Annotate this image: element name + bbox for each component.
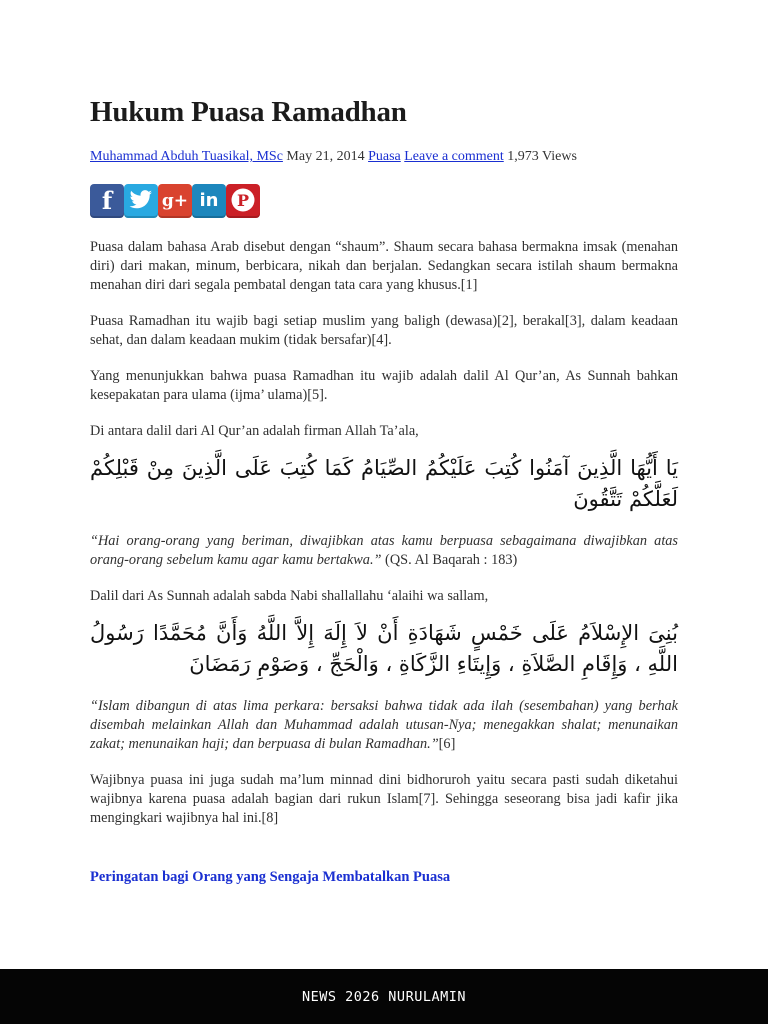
social-share-bar xyxy=(90,184,678,220)
quran-verse-translation xyxy=(90,532,678,570)
paragraph: Dalil dari As Sunnah adalah sabda Nabi shallallahu ‘alaihi wa sallam, xyxy=(90,588,489,604)
paragraph: Puasa dalam bahasa Arab disebut dengan “shaum”. Shaum secara bahasa bermakna imsak (menahan diri) dari makan, minum, berbicara, nikah dan berjalan. Sedangkan secara istilah shaum bermakna menahan diri dari segala pembatal dengan tata cara yang khusus.[1] xyxy=(90,239,678,293)
author-link[interactable]: Muhammad Abduh Tuasikal, MSc xyxy=(90,149,283,164)
paragraph: Wajibnya puasa ini juga sudah ma’lum minnad dini bidhoruroh yaitu secara pasti sudah diketahui wajibnya karena puasa adalah bagian dari rukun Islam[7]. Sehingga seseorang bisa jadi kafir jika mengingkari wajibnya hal ini.[8] xyxy=(90,772,678,826)
section-heading-link[interactable]: Peringatan bagi Orang yang Sengaja Membatalkan Puasa xyxy=(90,869,451,885)
paragraph: Yang menunjukkan bahwa puasa Ramadhan itu wajib adalah dalil Al Qur’an, As Sunnah bahkan kesepakatan para ulama (ijma’ ulama)[5]. xyxy=(90,368,678,403)
post-date: May 21, 2014 xyxy=(286,149,365,164)
paragraph: Di antara dalil dari Al Qur’an adalah firman Allah Ta’ala, xyxy=(90,423,419,439)
verse-reference: (QS. Al Baqarah : 183) xyxy=(381,552,518,568)
leave-comment-link[interactable]: Leave a comment xyxy=(404,149,504,164)
twitter-icon xyxy=(129,190,153,213)
hadith-arabic: بُنِىَ الإِسْلاَمُ عَلَى خَمْسٍ شَهَادَةِ أَنْ لاَ إِلَهَ إِلاَّ اللَّهُ وَأَنَّ مُحَمَّدًا رَسُولُ اللَّهِ ، وَإِقَامِ الصَّلاَةِ ، وَإِيتَاءِ الزَّكَاةِ ، وَالْحَجِّ ، وَصَوْمِ رَمَضَانَ xyxy=(90,621,678,676)
article-body xyxy=(90,238,678,887)
article xyxy=(90,94,678,887)
translation-text: “Islam dibangun di atas lima perkara: bersaksi bahwa tidak ada ilah (sesembahan) yang berhak disembah melainkan Allah dan Muhammad adalah utusan-Nya; menegakkan shalat; menunaikan zakat; menunaikan haji; dan berpuasa di bulan Ramadhan.” xyxy=(90,698,678,752)
pinterest-icon xyxy=(230,187,256,216)
footer-bar xyxy=(0,969,768,1024)
view-count: 1,973 Views xyxy=(507,149,577,164)
footnote-reference: [6] xyxy=(438,736,456,752)
paragraph: Puasa Ramadhan itu wajib bagi setiap muslim yang baligh (dewasa)[2], berakal[3], dalam keadaan sehat, dan dalam keadaan mukim (tidak bersafar)[4]. xyxy=(90,313,678,348)
linkedin-share-button[interactable] xyxy=(192,184,226,218)
quran-verse-arabic: يَا أَيُّهَا الَّذِينَ آمَنُوا كُتِبَ عَلَيْكُمُ الصِّيَامُ كَمَا كُتِبَ عَلَى الَّذِينَ مِنْ قَبْلِكُمْ لَعَلَّكُمْ تَتَّقُونَ xyxy=(90,456,678,511)
google-plus-icon: g+ xyxy=(161,190,189,211)
linkedin-icon: in xyxy=(199,190,219,211)
pinterest-glyph: P xyxy=(236,190,250,210)
twitter-share-button[interactable] xyxy=(124,184,158,218)
post-meta xyxy=(90,148,678,166)
hadith-translation xyxy=(90,697,678,754)
category-link[interactable]: Puasa xyxy=(368,149,401,164)
footer-text: NEWS 2026 NURULAMIN xyxy=(302,988,466,1005)
google-plus-share-button[interactable] xyxy=(158,184,192,218)
translation-text: “Hai orang-orang yang beriman, diwajibkan atas kamu berpuasa sebagaimana diwajibkan atas orang-orang sebelum kamu agar kamu bertakwa.” xyxy=(90,533,678,568)
facebook-share-button[interactable] xyxy=(90,184,124,218)
facebook-icon: f xyxy=(101,186,113,215)
page-title: Hukum Puasa Ramadhan xyxy=(90,96,407,128)
pinterest-share-button[interactable] xyxy=(226,184,260,218)
